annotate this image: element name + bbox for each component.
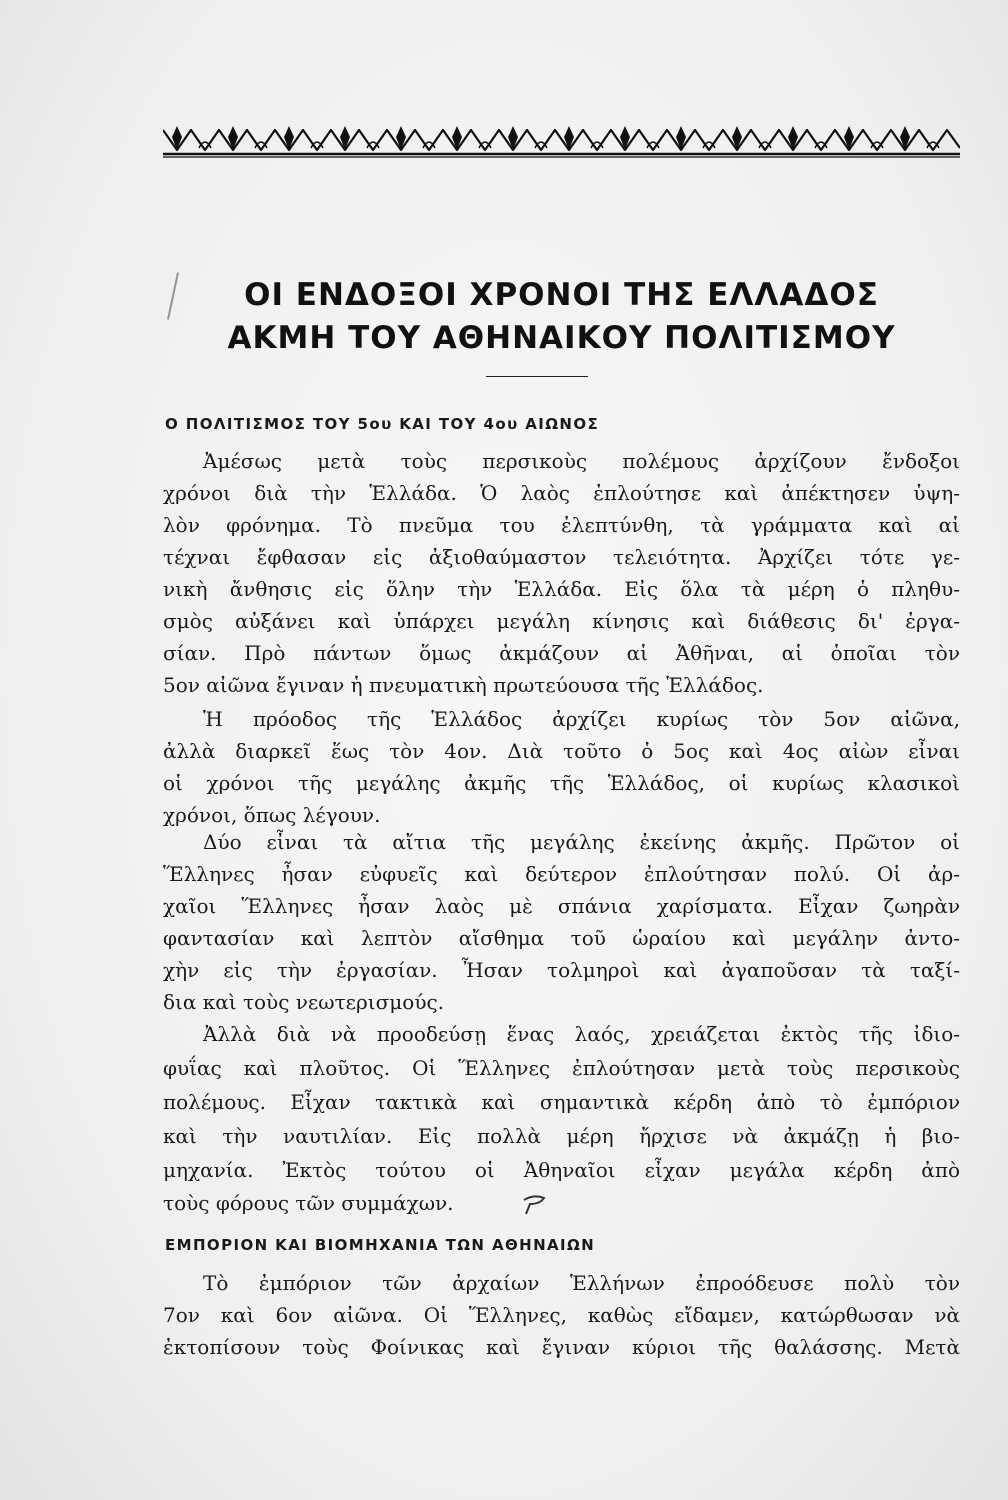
paragraph-line: χὴν εἰς τὴν ἐργασίαν. Ἦσαν τολμηροὶ καὶ ἀγαποῦσαν τὰ ταξί- [163, 958, 960, 982]
paragraph-line: νικὴ ἄνθησις εἰς ὅλην τὴν Ἑλλάδα. Εἰς ὅλα τὰ μέρη ὁ πληθυ- [163, 577, 960, 601]
paragraph-line: χρόνοι, ὅπως λέγουν. [163, 803, 381, 827]
paragraph-line: Ἀλλὰ διὰ νὰ προοδεύσῃ ἕνας λαός, χρειάζεται ἐκτὸς τῆς ἰδιο- [203, 1022, 960, 1046]
paragraph-line: 7ον καὶ 6ον αἰῶνα. Οἱ Ἕλληνες, καθὼς εἴδαμεν, κατώρθωσαν νὰ [163, 1303, 960, 1327]
paragraph-line: φυΐας καὶ πλοῦτος. Οἱ Ἕλληνες ἐπλούτησαν μετὰ τοὺς περσικοὺς [163, 1056, 960, 1080]
decorative-border [163, 120, 960, 158]
pencil-scribble [520, 1194, 548, 1216]
title-line-2: ΑΚΜΗ ΤΟΥ ΑΘΗΝΑΙΚΟΥ ΠΟΛΙΤΙΣΜΟΥ [227, 320, 896, 356]
paragraph-line: τέχναι ἔφθασαν εἰς ἀξιοθαύμαστον τελειότητα. Ἀρχίζει τότε γε- [163, 545, 960, 569]
paragraph-line: σμὸς αὐξάνει καὶ ὑπάρχει μεγάλη κίνησις καὶ διάθεσις δι' ἐργα- [163, 609, 960, 633]
paragraph-line: φαντασίαν καὶ λεπτὸν αἴσθημα τοῦ ὡραίου καὶ μεγάλην ἀντο- [163, 926, 960, 950]
paragraph-line: τοὺς φόρους τῶν συμμάχων. [163, 1191, 454, 1215]
paragraph-line: Δύο εἶναι τὰ αἴτια τῆς μεγάλης ἐκείνης ἀκμῆς. Πρῶτον οἱ [203, 830, 960, 854]
title-line-1: ΟΙ ΕΝΔΟΞΟΙ ΧΡΟΝΟΙ ΤΗΣ ΕΛΛΑΔΟΣ [244, 277, 879, 313]
paragraph-line: ἐκτοπίσουν τοὺς Φοίνικας καὶ ἔγιναν κύριοι τῆς θαλάσσης. Μετὰ [163, 1335, 960, 1359]
title-divider [486, 376, 588, 377]
paragraph-line: σίαν. Πρὸ πάντων ὅμως ἀκμάζουν αἱ Ἀθῆναι, αἱ ὁποῖαι τὸν [163, 641, 960, 665]
paragraph-line: Ἀμέσως μετὰ τοὺς περσικοὺς πολέμους ἀρχίζουν ἔνδοξοι [203, 449, 960, 473]
paragraph-line: ἀλλὰ διαρκεῖ ἕως τὸν 4ον. Διὰ τοῦτο ὁ 5ος καὶ 4ος αἰὼν εἶναι [163, 739, 960, 763]
paragraph-line: λὸν φρόνημα. Τὸ πνεῦμα του ἐλεπτύνθη, τὰ γράμματα καὶ αἱ [163, 513, 960, 537]
paragraph-line: Ἡ πρόοδος τῆς Ἑλλάδος ἀρχίζει κυρίως τὸν 5ον αἰῶνα, [203, 707, 960, 731]
section-heading-civilization: Ο ΠΟΛΙΤΙΣΜΟΣ ΤΟΥ 5ου ΚΑΙ ΤΟΥ 4ου ΑΙΩΝΟΣ [165, 415, 600, 433]
paragraph-line: Ἕλληνες ἦσαν εὐφυεῖς καὶ δεύτερον ἐπλούτησαν πολύ. Οἱ ἀρ- [163, 862, 960, 886]
paragraph-line: δια καὶ τοὺς νεωτερισμούς. [163, 990, 445, 1014]
paragraph-line: μηχανία. Ἐκτὸς τούτου οἱ Ἀθηναῖοι εἶχαν μεγάλα κέρδη ἀπὸ [163, 1158, 960, 1182]
paragraph-line: πολέμους. Εἶχαν τακτικὰ καὶ σημαντικὰ κέρδη ἀπὸ τὸ ἐμπόριον [163, 1090, 960, 1114]
paragraph-line: 5ον αἰῶνα ἔγιναν ἡ πνευματικὴ πρωτεύουσα τῆς Ἑλλάδος. [163, 673, 764, 697]
paragraph-line: οἱ χρόνοι τῆς μεγάλης ἀκμῆς τῆς Ἑλλάδος, οἱ κυρίως κλασικοὶ [163, 771, 960, 795]
paragraph-line: καὶ τὴν ναυτιλίαν. Εἰς πολλὰ μέρη ἤρχισε νὰ ἀκμάζῃ ἡ βιο- [163, 1124, 960, 1148]
section-heading-commerce: ΕΜΠΟΡΙΟΝ ΚΑΙ ΒΙΟΜΗΧΑΝΙΑ ΤΩΝ ΑΘΗΝΑΙΩΝ [165, 1236, 596, 1254]
paragraph-line: χρόνοι διὰ τὴν Ἑλλάδα. Ὁ λαὸς ἐπλούτησε καὶ ἀπέκτησεν ὑψη- [163, 481, 960, 505]
paragraph-line: Τὸ ἐμπόριον τῶν ἀρχαίων Ἑλλήνων ἐπροόδευσε πολὺ τὸν [203, 1271, 960, 1295]
paragraph-line: χαῖοι Ἕλληνες ἦσαν λαὸς μὲ σπάνια χαρίσματα. Εἶχαν ζωηρὰν [163, 894, 960, 918]
